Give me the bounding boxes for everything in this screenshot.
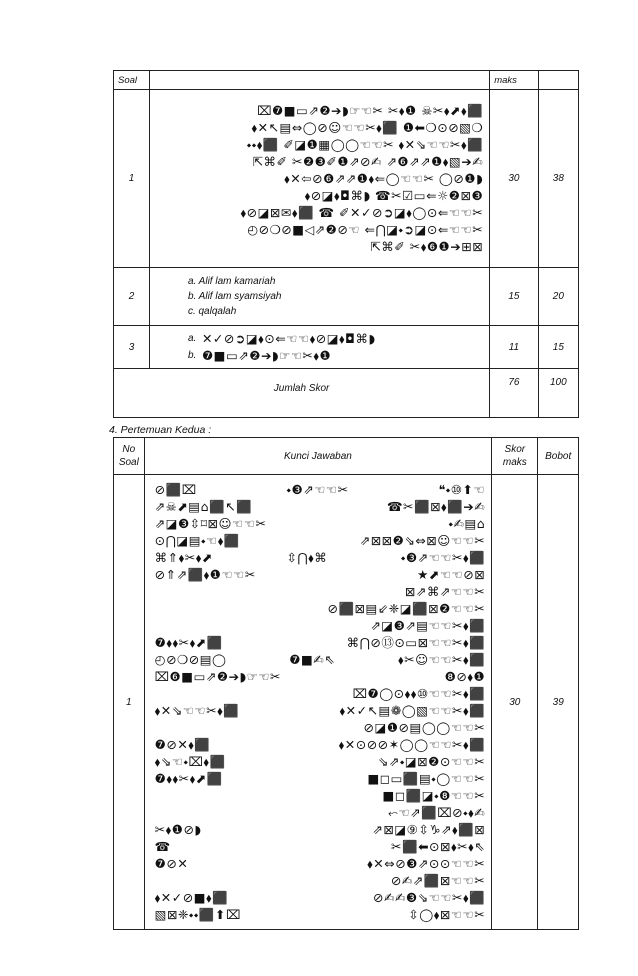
answer-segment: ■◻⬛◪⬩❽☜☜✂ xyxy=(382,788,486,803)
score-maks: 30 xyxy=(490,90,539,268)
score-table-1 xyxy=(113,70,579,418)
table-header-row xyxy=(114,438,579,475)
answer-segment: ⊠⇗⌘⇗☜☜✂ xyxy=(404,584,486,599)
answer-segment: ⬧✕⊙⊘⊘✶◯◯☜☜✂⬧⬛ xyxy=(338,737,486,752)
answer-segment: ⇳⋂⬧⌘ xyxy=(286,550,328,565)
list-label: b. xyxy=(187,350,197,361)
answer-segment: ⬧✕✓↖▤❁◯▧☜☜✂⬧⬛ xyxy=(339,703,486,718)
answer-line xyxy=(155,566,486,583)
answer-line xyxy=(155,634,486,651)
header-answer xyxy=(149,71,489,90)
answer-segment: ⊘✍⇗⬛⊠☜☜✂ xyxy=(390,873,486,888)
answer-segment: ❼■✍⇖ xyxy=(289,652,336,667)
answer-segment: ★⬈☜☜⊘⊠ xyxy=(417,567,486,582)
list-text: ✕✓⊘➲◪⬧⊙⇐☜☜⬧⊘◪⬧◘⌘◗ xyxy=(201,331,376,346)
answer-segment: ⊙⋂◪▤⬩☜⬧⬛ xyxy=(154,533,240,548)
header-skor-maks: Skor maks xyxy=(492,438,538,475)
answer-segment: ⌧❻■▭⇗❷➔◗☞☜✂ xyxy=(154,669,282,684)
score-table-2 xyxy=(113,437,579,930)
answer-segment: ■◻▭⬛▤⬩◯☜☜✂ xyxy=(367,771,486,786)
answer-segment: ✂⬛⬅⊙⊠⬧✂⬧⇖ xyxy=(391,839,486,854)
section-heading: 4. Pertemuan Kedua : xyxy=(109,424,212,436)
answer-line xyxy=(155,583,486,600)
score-maks: 15 xyxy=(490,268,539,326)
answer-segment: ❼⬧⬧✂⬧⬈⬛ xyxy=(154,771,223,786)
list-item: c. qalqalah xyxy=(187,306,237,317)
list-text: ❼■▭⇗❷➔◗☞☜✂⬧❶ xyxy=(201,348,332,363)
answer-line xyxy=(155,515,486,532)
score-bobot: 20 xyxy=(538,268,578,326)
answer-line xyxy=(155,481,486,498)
question-number: 1 xyxy=(114,475,145,930)
header-soal: Soal xyxy=(114,71,150,90)
answer-line: ⇱⌘✐ ✂❷❸✐❶⇗⊘✍ ⇗❻⇗⇗❶⬧▧➔✍ xyxy=(252,154,484,169)
header-maks: maks xyxy=(490,71,539,90)
list-item xyxy=(188,330,483,347)
answer-segment: ⌧❼◯⊙⬧⬧⑩☜☜✂⬧⬛ xyxy=(352,686,486,701)
answer-line: ⬧⊘◪⬧◘⌘◗ ☎✂☑▭⇐☼❷⊠❸ xyxy=(304,188,484,203)
list-item xyxy=(188,347,483,364)
total-bobot: 100 xyxy=(538,369,578,418)
answer-segment: ⊘◪❶⊘▤◯◯☜☜✂ xyxy=(363,720,486,735)
answer-segment: ⇗◪❸⇳⌑⊠☺☜☜✂ xyxy=(154,516,267,531)
answer-segment: ⌘⋂⊘⑬⊙▭⊠☜☜✂⬧⬛ xyxy=(346,635,486,650)
answer-segment: ⌘⇑⬧✂⬧⬈ xyxy=(154,550,213,565)
answer-segment: ⬩❸⇗☜☜✂ xyxy=(286,482,349,497)
total-label: Jumlah Skor xyxy=(114,369,490,418)
answer-segment: ▧⊠❈⬩⬩⬛⬆⌧ xyxy=(154,907,241,922)
answer-segment: ❼⊘✕⬧⬛ xyxy=(154,737,211,752)
answer-segment: ⬧✕⇘☜☜✂⬧⬛ xyxy=(154,703,240,718)
answer-line xyxy=(155,906,486,923)
answer-line xyxy=(155,889,486,906)
answer-segment: ⬩❸⇗☜☜✂⬧⬛ xyxy=(400,550,486,565)
table-header-row xyxy=(114,71,579,90)
score-bobot: 39 xyxy=(538,475,579,930)
answer-line xyxy=(155,668,486,685)
answer-line xyxy=(155,498,486,515)
answer-line xyxy=(155,753,486,770)
answer-line: ◴⊘❍⊘■◁⇗❷⊘☜ ⇐⋂◪⬩➲◪⊙⇐☜☜✂ xyxy=(247,222,484,237)
total-row xyxy=(114,369,579,418)
score-maks: 30 xyxy=(492,475,538,930)
answer-segment: ⇗◪❸⇗▤☜☜✂⬧⬛ xyxy=(370,618,486,633)
table-row xyxy=(114,475,579,930)
answer-line xyxy=(155,685,486,702)
answer-line xyxy=(155,702,486,719)
arabic-answer xyxy=(144,475,492,930)
answer-segment: ⊘⇑⇗⬛⬧❶☜☜✂ xyxy=(154,567,256,582)
total-maks: 76 xyxy=(490,369,539,418)
question-number: 3 xyxy=(114,326,150,369)
answer-segment: ❼⬧⬧✂⬧⬈⬛ xyxy=(154,635,223,650)
answer-line xyxy=(155,719,486,736)
answer-line xyxy=(155,600,486,617)
list-label: a. xyxy=(187,333,197,344)
question-number: 1 xyxy=(114,90,150,268)
answer-segment: ⊘⬛⊠▤⇙❈◪⬛⊠❷☜☜✂ xyxy=(327,601,486,616)
table-row xyxy=(114,268,579,326)
list-item: a. Alif lam kamariah xyxy=(187,276,276,287)
answer-line: ⬧⊘◪⊠✉⬧⬛ ☎ ✐✕✓⊘➲◪⬧◯⊙⇐☜☜✂ xyxy=(240,205,484,220)
answer-list xyxy=(149,268,489,326)
answer-segment: ⊘✍✍❸⇘☜☜✂⬧⬛ xyxy=(373,890,486,905)
answer-segment: ⬧✕⇔⊘❸⇗⊙⊙☜☜✂ xyxy=(367,856,486,871)
answer-line xyxy=(155,617,486,634)
list-item: b. Alif lam syamsiyah xyxy=(187,291,282,302)
answer-line: ⌧❼■▭⇗❷➔◗☞☜✂ ✂⬧❶ ☠✂⬧⬈⬧⬛ xyxy=(257,103,484,118)
answer-segment: ✂⬧❶⊘◗ xyxy=(154,822,202,837)
table-row xyxy=(114,326,579,369)
answer-segment: ⬧✂☺☜☜✂⬧⬛ xyxy=(397,652,486,667)
answer-segment: ⬧✕✓⊘■⬧⬛ xyxy=(154,890,229,905)
answer-line xyxy=(155,804,486,821)
answer-line xyxy=(155,532,486,549)
answer-line xyxy=(155,821,486,838)
score-maks: 11 xyxy=(490,326,539,369)
answer-segment: ❽⊘⬧❶ xyxy=(444,669,486,684)
answer-segment: ⬩✍▤⌂ xyxy=(448,516,486,531)
answer-line xyxy=(155,838,486,855)
answer-line: ⇱⌘✐ ✂⬧❻❶➔⊞⊠ xyxy=(370,239,484,254)
answer-segment: ⊘⬛⌧ xyxy=(154,482,197,497)
answer-segment: ⬿☜⇗⬛⌧⊘⬩⬧✍ xyxy=(387,805,486,820)
answer-segment: ❼⊘✕ xyxy=(154,856,189,871)
answer-segment: ⇗⊠⊠❷⇘⇔⊠☺☜☜✂ xyxy=(359,533,486,548)
table-row xyxy=(114,90,579,268)
answer-line xyxy=(155,770,486,787)
answer-line xyxy=(155,736,486,753)
answer-line xyxy=(155,855,486,872)
answer-segment: ◴⊘❍⊘▤◯ xyxy=(154,652,227,667)
answer-line xyxy=(155,872,486,889)
answer-segment: ⇳◯⬧⊠☜☜✂ xyxy=(408,907,486,922)
answer-segment: ❝⬩⑩⬆☜ xyxy=(438,482,486,497)
answer-line: ⬩⬩⬧⬛ ✐◪❶▦◯◯☜☜✂ ⬧✕⇘☜☜✂⬧⬛ xyxy=(246,137,484,152)
header-bobot xyxy=(538,71,578,90)
header-bobot: Bobot xyxy=(538,438,579,475)
arabic-answer xyxy=(149,90,489,268)
answer-segment: ⇗⊠◪⑨⇳♑⇗⬧⬛⊠ xyxy=(372,822,486,837)
answer-line: ⬧✕↖▤⇔◯⊘☺☜☜✂⬧⬛ ❶⬅❍⊙⊘▧❍ xyxy=(251,120,484,135)
answer-line xyxy=(155,549,486,566)
score-bobot: 38 xyxy=(538,90,578,268)
answer-segment: ⇗☠⬈▤⌂⬛↖⬛ xyxy=(154,499,253,514)
score-bobot: 15 xyxy=(538,326,578,369)
answer-segment: ☎✂⬛⊠⬧⬛➔✍ xyxy=(386,499,486,514)
header-no-soal: No Soal xyxy=(114,438,145,475)
answer-segment: ⇘⇗⬩◪⊠❷⊙☜☜✂ xyxy=(377,754,486,769)
answer-line: ⬧✕⇦⊘❻⇗⇗❶⬧⇐◯☜☜✂ ◯⊘❶◗ xyxy=(284,171,484,186)
answer-line xyxy=(155,787,486,804)
answer-line xyxy=(155,651,486,668)
answer-list xyxy=(149,326,489,369)
answer-segment: ⬧⇘☜⬩⌧⬧⬛ xyxy=(154,754,226,769)
question-number: 2 xyxy=(114,268,150,326)
header-kunci-jawaban: Kunci Jawaban xyxy=(144,438,492,475)
answer-segment: ☎ xyxy=(154,839,171,854)
